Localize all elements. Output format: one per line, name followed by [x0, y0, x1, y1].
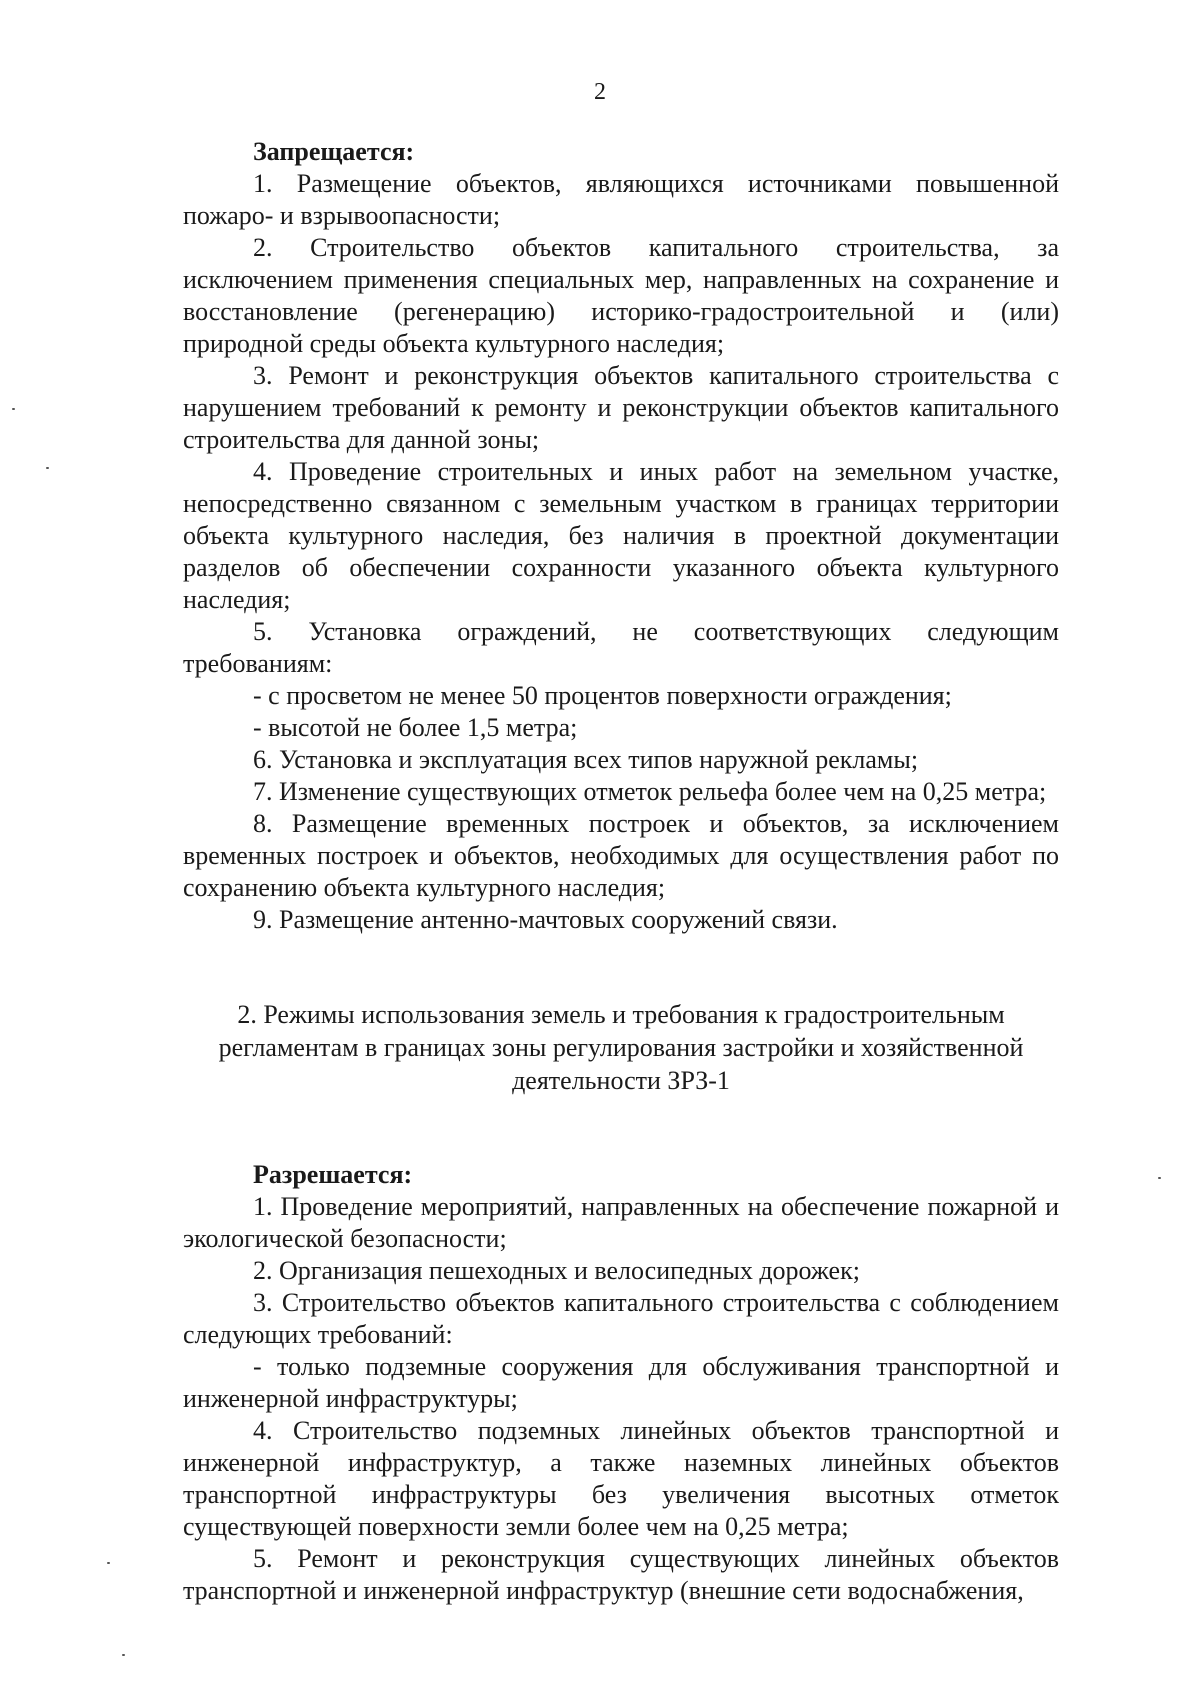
prohibited-item-3: 3. Ремонт и реконструкция объектов капитального строительства с нарушением требований к ремонту и реконструкции объектов капитального строительства для данной зоны; — [183, 361, 1059, 454]
prohibited-item-8: 8. Размещение временных построек и объектов, за исключением временных построек и объектов, необходимых для осуществления работ по сохранению объекта культурного наследия; — [183, 809, 1059, 902]
fence-requirement-2: - высотой не более 1,5 метра; — [253, 713, 578, 742]
scan-speck — [46, 467, 49, 469]
prohibited-item-4: 4. Проведение строительных и иных работ на земельном участке, непосредственно связанном с земельным участком в границах территории объекта культурного наследия, без наличия в проектной документации разделов об обеспечении сохранности указанного объекта культурного наследия; — [183, 457, 1059, 614]
section-2-title: 2. Режимы использования земель и требования к градостроительным регламентам в границах зоны регулирования застройки и хозяйственной деятельности ЗРЗ-1 — [218, 1000, 1024, 1095]
prohibited-item-5: 5. Установка ограждений, не соответствующих следующим требованиям: — [183, 617, 1059, 678]
prohibited-heading: Запрещается: — [253, 137, 415, 166]
page-number: 2 — [594, 79, 606, 105]
permitted-item-1: 1. Проведение мероприятий, направленных на обеспечение пожарной и экологической безопасности; — [183, 1192, 1059, 1253]
permitted-item-5: 5. Ремонт и реконструкция существующих линейных объектов транспортной и инженерной инфраструктур (внешние сети водоснабжения, — [183, 1544, 1059, 1605]
permitted-item-4: 4. Строительство подземных линейных объектов транспортной и инженерной инфраструктур, а также наземных линейных объектов транспортной инфраструктуры без увеличения высотных отметок существующей поверхности земли более чем на 0,25 метра; — [183, 1416, 1059, 1541]
scan-speck — [107, 1562, 110, 1564]
permitted-heading: Разрешается: — [253, 1160, 413, 1189]
scan-speck — [1158, 1177, 1161, 1179]
prohibited-item-7: 7. Изменение существующих отметок рельефа более чем на 0,25 метра; — [253, 777, 1047, 806]
permitted-item-3: 3. Строительство объектов капитального строительства с соблюдением следующих требований: — [183, 1288, 1059, 1349]
prohibited-item-6: 6. Установка и эксплуатация всех типов наружной рекламы; — [253, 745, 919, 774]
fence-requirement-1: - с просветом не менее 50 процентов поверхности ограждения; — [253, 681, 952, 710]
permitted-requirement-1: - только подземные сооружения для обслуживания транспортной и инженерной инфраструктуры; — [183, 1352, 1059, 1413]
document-body — [183, 136, 1059, 1607]
scan-speck — [12, 408, 15, 410]
permitted-item-2: 2. Организация пешеходных и велосипедных дорожек; — [253, 1256, 860, 1285]
scan-speck — [122, 1654, 125, 1656]
prohibited-item-1: 1. Размещение объектов, являющихся источниками повышенной пожаро- и взрывоопасности; — [183, 169, 1059, 230]
prohibited-item-9: 9. Размещение антенно-мачтовых сооружений связи. — [253, 905, 838, 934]
prohibited-item-2: 2. Строительство объектов капитального строительства, за исключением применения специальных мер, направленных на сохранение и восстановление (регенерацию) историко-градостроительной и (или) природной среды объекта культурного наследия; — [183, 233, 1059, 358]
